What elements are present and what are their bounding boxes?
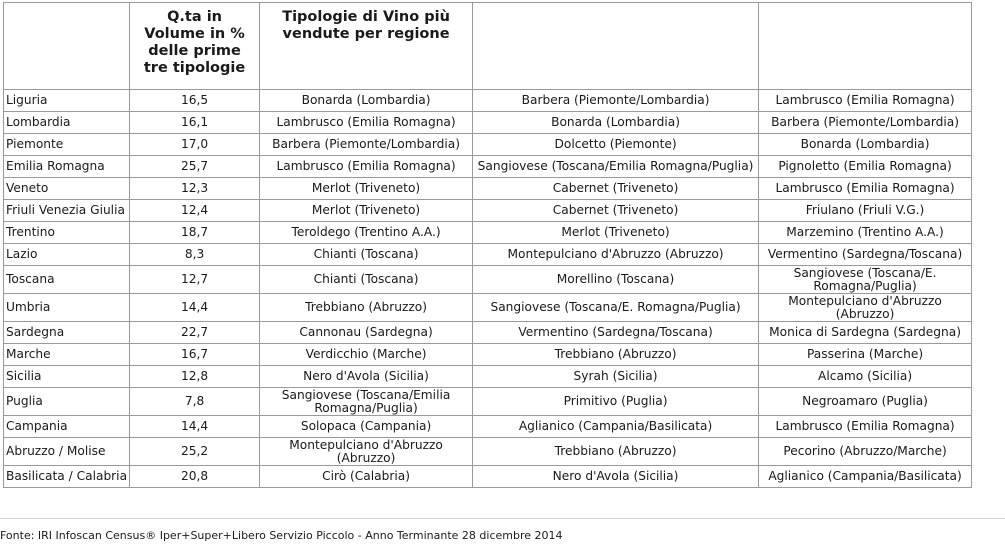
wine2-cell: Trebbiano (Abruzzo) [473, 344, 759, 366]
percent-cell: 12,7 [130, 266, 260, 294]
percent-cell: 12,3 [130, 178, 260, 200]
wine3-cell: Marzemino (Trentino A.A.) [759, 222, 972, 244]
region-cell: Toscana [4, 266, 130, 294]
wine1-cell: Montepulciano d'Abruzzo (Abruzzo) [260, 438, 473, 466]
wine2-cell: Syrah (Sicilia) [473, 366, 759, 388]
table-row [4, 388, 972, 416]
wine3-cell: Lambrusco (Emilia Romagna) [759, 178, 972, 200]
wine1-cell: Chianti (Toscana) [260, 266, 473, 294]
wine1-cell: Teroldego (Trentino A.A.) [260, 222, 473, 244]
footer-divider [0, 518, 1005, 519]
wine2-cell: Dolcetto (Piemonte) [473, 134, 759, 156]
region-cell: Puglia [4, 388, 130, 416]
wine1-cell: Merlot (Triveneto) [260, 200, 473, 222]
wine1-cell: Lambrusco (Emilia Romagna) [260, 156, 473, 178]
percent-cell: 18,7 [130, 222, 260, 244]
percent-cell: 14,4 [130, 416, 260, 438]
wine2-cell: Montepulciano d'Abruzzo (Abruzzo) [473, 244, 759, 266]
wine3-cell: Monica di Sardegna (Sardegna) [759, 322, 972, 344]
wine1-cell: Lambrusco (Emilia Romagna) [260, 112, 473, 134]
region-cell: Abruzzo / Molise [4, 438, 130, 466]
wine1-cell: Cirò (Calabria) [260, 466, 473, 488]
region-cell: Lazio [4, 244, 130, 266]
wine2-cell: Sangiovese (Toscana/Emilia Romagna/Puglia) [473, 156, 759, 178]
source-note: Fonte: IRI Infoscan Census® Iper+Super+Libero Servizio Piccolo - Anno Terminante 28 dicembre 2014 [0, 529, 563, 542]
header-volume-percent: Q.ta in Volume in % delle prime tre tipologie [130, 3, 260, 90]
region-cell: Sicilia [4, 366, 130, 388]
region-cell: Liguria [4, 90, 130, 112]
region-cell: Basilicata / Calabria [4, 466, 130, 488]
region-cell: Lombardia [4, 112, 130, 134]
wine1-cell: Bonarda (Lombardia) [260, 90, 473, 112]
percent-cell: 16,1 [130, 112, 260, 134]
percent-cell: 8,3 [130, 244, 260, 266]
table-row [4, 112, 972, 134]
wine2-cell: Cabernet (Triveneto) [473, 200, 759, 222]
percent-cell: 25,7 [130, 156, 260, 178]
percent-cell: 16,7 [130, 344, 260, 366]
wine3-cell: Aglianico (Campania/Basilicata) [759, 466, 972, 488]
wine2-cell: Aglianico (Campania/Basilicata) [473, 416, 759, 438]
percent-cell: 25,2 [130, 438, 260, 466]
percent-cell: 12,4 [130, 200, 260, 222]
table-row [4, 366, 972, 388]
wine3-cell: Pecorino (Abruzzo/Marche) [759, 438, 972, 466]
region-cell: Sardegna [4, 322, 130, 344]
table-row [4, 322, 972, 344]
wine2-cell: Cabernet (Triveneto) [473, 178, 759, 200]
wine1-cell: Solopaca (Campania) [260, 416, 473, 438]
region-cell: Trentino [4, 222, 130, 244]
wine3-cell: Lambrusco (Emilia Romagna) [759, 90, 972, 112]
wine3-cell: Montepulciano d'Abruzzo (Abruzzo) [759, 294, 972, 322]
header-region [4, 3, 130, 90]
table-row [4, 156, 972, 178]
header-wine-types: Tipologie di Vino più vendute per regione [260, 3, 473, 90]
table-row [4, 466, 972, 488]
wine3-cell: Pignoletto (Emilia Romagna) [759, 156, 972, 178]
percent-cell: 17,0 [130, 134, 260, 156]
region-cell: Campania [4, 416, 130, 438]
wine1-cell: Cannonau (Sardegna) [260, 322, 473, 344]
percent-cell: 22,7 [130, 322, 260, 344]
wine2-cell: Barbera (Piemonte/Lombardia) [473, 90, 759, 112]
percent-cell: 20,8 [130, 466, 260, 488]
wine1-cell: Sangiovese (Toscana/Emilia Romagna/Puglia) [260, 388, 473, 416]
percent-cell: 12,8 [130, 366, 260, 388]
wine2-cell: Morellino (Toscana) [473, 266, 759, 294]
wine2-cell: Vermentino (Sardegna/Toscana) [473, 322, 759, 344]
wine3-cell: Sangiovese (Toscana/E. Romagna/Puglia) [759, 266, 972, 294]
region-cell: Piemonte [4, 134, 130, 156]
wine1-cell: Nero d'Avola (Sicilia) [260, 366, 473, 388]
wine3-cell: Passerina (Marche) [759, 344, 972, 366]
table-row [4, 344, 972, 366]
header-empty-1 [473, 3, 759, 90]
table-row [4, 416, 972, 438]
wine1-cell: Barbera (Piemonte/Lombardia) [260, 134, 473, 156]
wine2-cell: Bonarda (Lombardia) [473, 112, 759, 134]
region-cell: Veneto [4, 178, 130, 200]
table-row [4, 222, 972, 244]
wine2-cell: Nero d'Avola (Sicilia) [473, 466, 759, 488]
wine1-cell: Verdicchio (Marche) [260, 344, 473, 366]
wine3-cell: Barbera (Piemonte/Lombardia) [759, 112, 972, 134]
table-row [4, 438, 972, 466]
table-row [4, 294, 972, 322]
wine1-cell: Merlot (Triveneto) [260, 178, 473, 200]
region-cell: Friuli Venezia Giulia [4, 200, 130, 222]
wine3-cell: Negroamaro (Puglia) [759, 388, 972, 416]
wine3-cell: Alcamo (Sicilia) [759, 366, 972, 388]
table-header-row [4, 3, 972, 90]
wine2-cell: Primitivo (Puglia) [473, 388, 759, 416]
table-row [4, 244, 972, 266]
wine1-cell: Chianti (Toscana) [260, 244, 473, 266]
table-row [4, 178, 972, 200]
table-row [4, 90, 972, 112]
region-cell: Emilia Romagna [4, 156, 130, 178]
wine3-cell: Lambrusco (Emilia Romagna) [759, 416, 972, 438]
percent-cell: 14,4 [130, 294, 260, 322]
table-row [4, 266, 972, 294]
region-cell: Marche [4, 344, 130, 366]
wine-types-table [3, 2, 972, 488]
table-row [4, 200, 972, 222]
wine2-cell: Merlot (Triveneto) [473, 222, 759, 244]
wine3-cell: Bonarda (Lombardia) [759, 134, 972, 156]
wine2-cell: Sangiovese (Toscana/E. Romagna/Puglia) [473, 294, 759, 322]
header-empty-2 [759, 3, 972, 90]
wine1-cell: Trebbiano (Abruzzo) [260, 294, 473, 322]
wine3-cell: Vermentino (Sardegna/Toscana) [759, 244, 972, 266]
percent-cell: 7,8 [130, 388, 260, 416]
percent-cell: 16,5 [130, 90, 260, 112]
table-row [4, 134, 972, 156]
wine3-cell: Friulano (Friuli V.G.) [759, 200, 972, 222]
wine2-cell: Trebbiano (Abruzzo) [473, 438, 759, 466]
region-cell: Umbria [4, 294, 130, 322]
